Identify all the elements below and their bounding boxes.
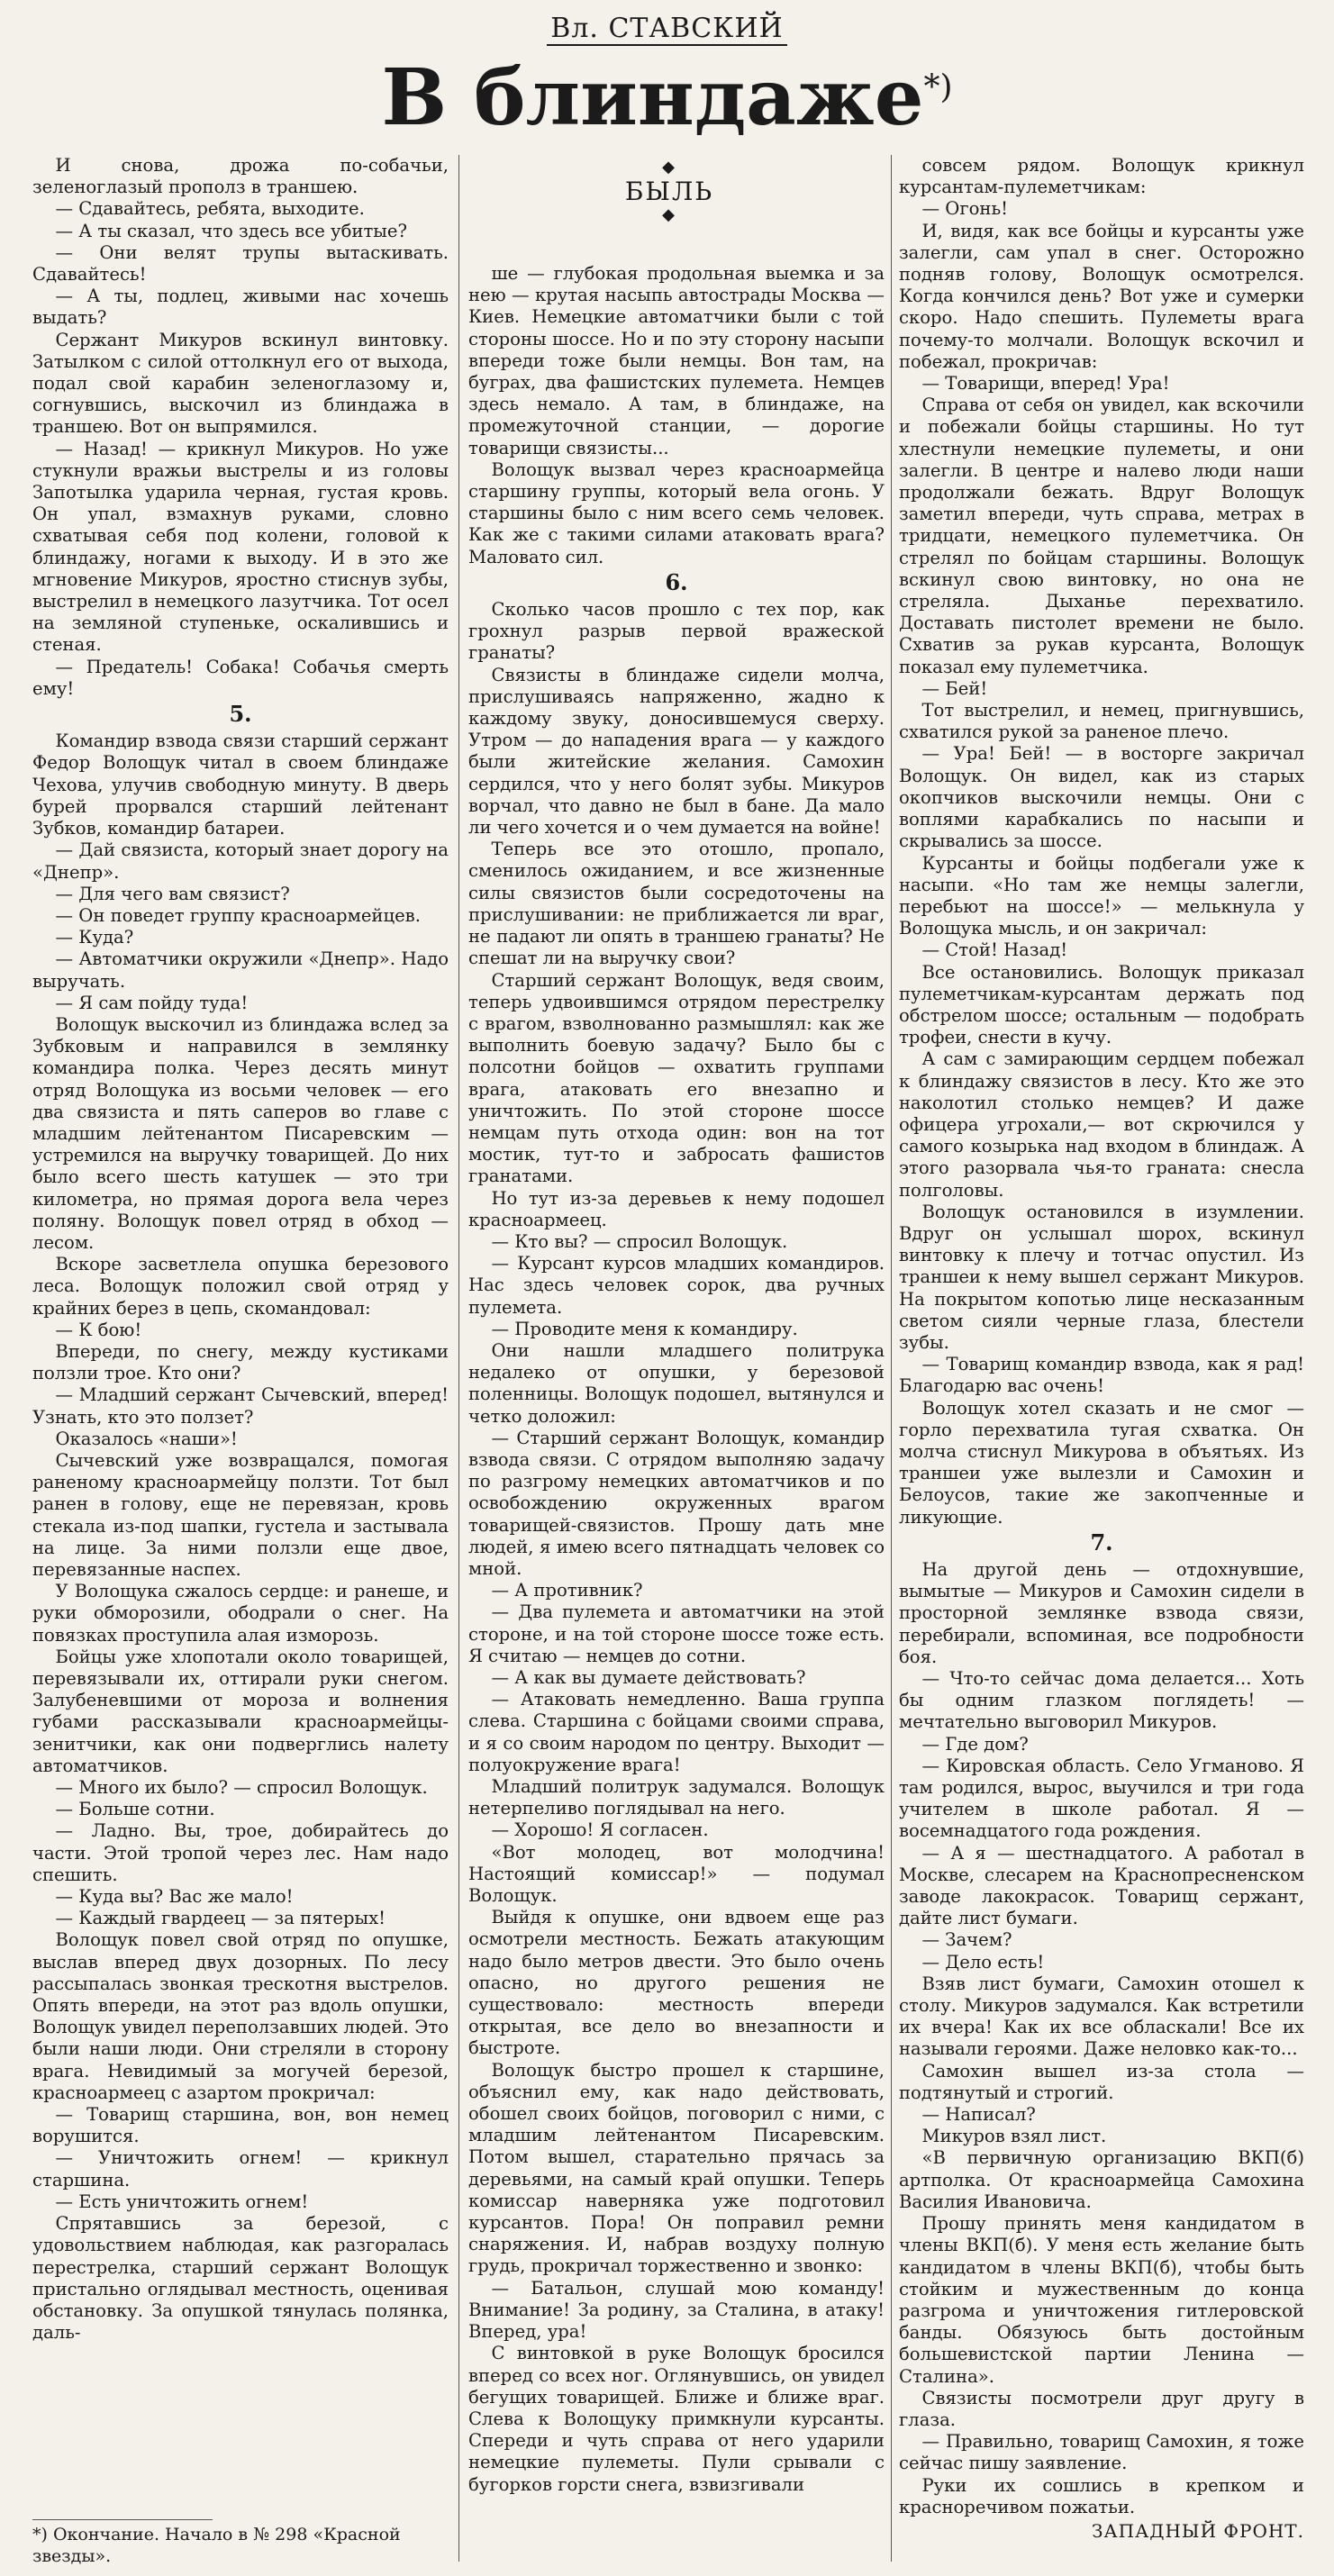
paragraph: — Предатель! Собака! Собачья смерть ему! (32, 656, 449, 699)
paragraph: — Младший сержант Сычевский, вперед! Узнать, кто это ползет? (32, 1384, 449, 1428)
ornament-bottom: ◆ (662, 205, 676, 224)
title-text: В блиндаже (381, 52, 924, 143)
subtitle-text: БЫЛЬ (624, 177, 714, 206)
paragraph: — Я сам пойду туда! (55, 992, 249, 1013)
footnote-text: *) Окончание. Начало в № 298 «Красной звезды». (32, 2525, 401, 2566)
ornament-top: ◆ (662, 158, 676, 177)
paragraph: И снова, дрожа по-собачьи, зеленоглазый прополз в траншею. (32, 155, 449, 198)
paragraph: — А как вы думаете действовать? (491, 1667, 806, 1688)
text-column-1 (32, 155, 449, 2513)
paragraph: Волощук быстро прошел к старшине, объяснил ему, как надо действовать, обошел своих бойцов, поговорил с ними, с младшим лейтенантом Писаревским. Потом вышел, старательно прячась за деревьями, на самый край опушки. Теперь комиссар наверняка уже подготовил курсантов. Пора! Он поправил ремни снаряжения. И, набрав воздуху полную грудь, прокричал торжественно и звонко: (468, 2059, 885, 2277)
paragraph: Командир взвода связи старший сержант Федор Волощук читал в своем блиндаже Чехова, улучив свободную минуту. В дверь бурей прорвался старший лейтенант Зубков, командир батареи. (32, 730, 449, 839)
paragraph: — Что-то сейчас дома делается... Хоть бы одним глазком поглядеть! — мечтательно выговорил Микуров. (899, 1668, 1304, 1733)
paragraph: — Проводите меня к командиру. (491, 1318, 798, 1339)
paragraph: — Ладно. Вы, трое, добирайтесь до части. Этой тропой через лес. Нам надо спешить. (32, 1820, 449, 1885)
paragraph: — Каждый гвардеец — за пятерых! (55, 1908, 386, 1929)
paragraph: Теперь все это отошло, пропало, сменилось ожиданием, и все жизненные силы связистов были сосредоточены на прислушивании: не приближается ли враг, не падают ли опять в траншею гранаты? Не спешат ли на выручку свои? (468, 839, 885, 969)
title-footnote-mark: *) (923, 68, 953, 106)
paragraph: Старший сержант Волощук, ведя своим, теперь удвоившимся отрядом перестрелку с врагом, взволнованно размышлял: как же выполнить боевую задачу? Было бы с полсотни бойцов — охватить группами врага, атаковать его внезапно и уничтожить. По этой стороне шоссе немцам путь отхода один: вон на тот мостик, тут-то и забросать фашистов гранатами. (468, 969, 885, 1187)
paragraph: — Кто вы? — спросил Волощук. (491, 1230, 788, 1252)
paragraph: И, видя, как все бойцы и курсанты уже залегли, сам упал в снег. Осторожно подняв голову, Волощук осмотрелся. Когда кончился день? Вот уже и сумерки скоро. Надо спешить. Пулеметы врага почему-то молчали. Волощук вскочил и побежал, прокричав: (899, 220, 1304, 372)
paragraph: — Есть уничтожить огнем! (55, 2191, 309, 2212)
paragraph: — Ура! Бей! — в восторге закричал Волощук. Он видел, как из старых окопчиков выскочили немцы. Они с воплями карабкались по насыпи и скрывались за шоссе. (899, 743, 1304, 852)
paragraph: Волощук вызвал через красноармейца старшину группы, который вела огонь. У старшины было с ним всего семь человек. Как же с такими силами атаковать врага? Маловато сил. (468, 458, 885, 567)
article-title (0, 52, 1334, 143)
paragraph: Волощук остановился в изумлении. Вдруг он услышал шорох, вскинул винтовку к плечу и тотчас опустил. Из траншеи к нему вышел сержант Микуров. На покрытом копотью лице несказанным светом сияли черные глаза, блестели зубы. (899, 1201, 1304, 1353)
paragraph: Курсанты и бойцы подбегали уже к насыпи. «Но там же немцы залегли, перебьют на шоссе!» — мелькнула у Волощука мысль, и он закричал: (899, 852, 1304, 939)
paragraph: Микуров взял лист. (921, 2126, 1107, 2147)
paragraph: Выйдя к опушке, они вдвоем еще раз осмотрели местность. Бежать атакующим надо было метров двести. Это было очень опасно, но другого решения не существовало: местность впереди открытая, все дело во внезапности и быстроте. (468, 1907, 885, 2059)
paragraph: — Они велят трупы вытаскивать. Сдавайтесь! (32, 241, 449, 286)
paragraph: — Куда вы? Вас же мало! (55, 1886, 294, 1908)
paragraph: Взяв лист бумаги, Самохин отошел к столу. Микуров задумался. Как встретили их вчера! Как их все обласкали! Все их называли героями. Даже неловко как-то... (899, 1973, 1304, 2060)
paragraph: Спрятавшись за березой, с удовольствием наблюдая, как разгоралась перестрелка, старший сержант Волощук пристально оглядывал местность, оценивая обстановку. За опушкой тянулась полянка, даль- (32, 2213, 449, 2344)
paragraph: Справа от себя он увидел, как вскочили и побежали бойцы старшины. Но тут хлестнули немецкие пулеметы, и они залегли. В центре и налево люди наши продолжали бежать. Вдруг Волощук заметил впереди, чуть справа, метрах в тридцати, немецкого пулеметчика. Он стрелял по бойцам старшины. Волощук вскинул свою винтовку, но она не стреляла. Дыханье перехватило. Доставать пистолет времени не было. Схватив за рукав курсанта, Волощук показал ему пулеметчика. (899, 395, 1304, 677)
paragraph: — А противник? (491, 1580, 643, 1601)
paragraph: Волощук выскочил из блиндажа вслед за Зубковым и направился в землянку командира полка. Через десять минут отряд Волощука из восьми человек — его два связиста и пять саперов во главе с младшим лейтенантом Писаревским — устремился на выручку товарищей. До них было всего шесть катушек — это три километра, но прямая дорога вела через поляну. Волощук повел отряд в обход — лесом. (32, 1013, 449, 1253)
text-column-3 (899, 155, 1304, 2569)
paragraph: — А я — шестнадцатого. А работал в Москве, слесарем на Краснопресненском заводе лакокрасок. Товарищ сержант, дайте лист бумаги. (899, 1842, 1304, 1929)
footnote (32, 2524, 449, 2567)
paragraph: ше — глубокая продольная выемка и за нею — крутая насыпь автострады Москва — Киев. Немецкие автоматчики были с той стороны шоссе. Но и по эту сторону насыпи впереди тоже были немцы. Вон там, на буграх, два фашистских пулемета. Немцев здесь немало. А там, в блиндаже, на промежуточной станции, — дорогие товарищи связисты... (468, 263, 885, 458)
paragraph: — Стой! Назад! (921, 939, 1068, 961)
paragraph: — А ты сказал, что здесь все убитые? (55, 220, 407, 241)
paragraph: — Зачем? (921, 1929, 1012, 1951)
paragraph: — Больше сотни. (55, 1799, 215, 1820)
paragraph: — Товарищи, вперед! Ура! (921, 373, 1170, 395)
paragraph: Самохин вышел из-за стола — подтянутый и строгий. (899, 2060, 1304, 2103)
paragraph: Сержант Микуров вскинул винтовку. Затылком с силой оттолкнул его от выхода, подал свой карабин зеленоглазому и, согнувшись, выскочил из блиндажа в траншею. Вот он выпрямился. (32, 329, 449, 438)
paragraph: — Написал? (921, 2104, 1036, 2126)
paragraph: — Дай связиста, который знает дорогу на «Днепр». (32, 839, 449, 883)
section-number: 5. (229, 701, 252, 728)
paragraph: — Дело есть! (921, 1951, 1045, 1973)
paragraph: Впереди, по снегу, между кустиками ползли трое. Кто они? (32, 1340, 449, 1384)
paragraph: — А ты, подлец, живыми нас хочешь выдать? (32, 286, 449, 329)
paragraph: — Старший сержант Волощук, командир взвода связи. С отрядом выполняю задачу по разгрому немецких автоматчиков и по освобождению окруженных врагом товарищей-связистов. Прошу дать мне людей, я имею всего пятнадцать человек со мной. (468, 1427, 885, 1579)
paragraph: — Кировская область. Село Угмановo. Я там родился, вырос, выучился и три года учителем в школе работал. Я — восемнадцатого года рождения. (899, 1755, 1304, 1842)
paragraph: У Волощука сжалось сердце: и ранеше, и руки обморозили, ободрали о снег. На повязках проступила алая изморозь. (32, 1581, 449, 1646)
signature-front: ЗАПАДНЫЙ ФРОНТ. (1092, 2519, 1304, 2542)
paragraph: Волощук хотел сказать и не смог — горло перехватила тугая схватка. Он молча стиснул Микурова в объятьях. Из траншеи уже вылезли и Самохин и Белоусов, такие же закопченные и ликующие. (899, 1397, 1304, 1528)
column-rule-2 (891, 155, 892, 2562)
paragraph: — Бей! (921, 677, 988, 699)
paragraph: Бойцы уже хлопотали около товарищей, перевязывали их, оттирали руки снегом. Залубеневшими от мороза и волнения губами рассказывали красноармейцы-зенитчики, как они подверглись налету автоматчиков. (32, 1646, 449, 1776)
paragraph: «Вот молодец, вот молодчина! Настоящий комиссар!» — подумал Волощук. (468, 1841, 885, 1907)
paragraph: — Он поведет группу красноармейцев. (55, 904, 421, 926)
paragraph: — К бою! (55, 1319, 142, 1340)
author-byline (0, 13, 1334, 44)
paragraph: Вскоре засветлела опушка березового леса. Волощук положил свой отряд у крайних берез в цепь, скомандовал: (32, 1254, 449, 1319)
section-number: 6. (665, 568, 688, 595)
paragraph: Сычевский уже возвращался, помогая раненому красноармейцу ползти. Тот был ранен в голову, еще не перевязан, кровь стекала из-под шапки, густела и застывала на лице. За ними ползли еще двое, перевязанные наспех. (32, 1449, 449, 1580)
section-number: 7. (1090, 1528, 1113, 1556)
paragraph: Связисты в блиндаже сидели молча, прислушиваясь напряженно, жадно к каждому звуку, доносившемуся сверху. Утром — до нападения врага — у каждого были житейские желания. Самохин сердился, что у него болят зубы. Микуров ворчал, что давно не был в бане. Да мало ли чего хочется и о чем думается на войне! (468, 664, 885, 839)
paragraph: «В первичную организацию ВКП(б) артполка. От красноармейца Самохина Василия Ивановича. (899, 2147, 1304, 2212)
paragraph: На другой день — отдохнувшие, вымытые — Микуров и Самохин сидели в просторной землянке взвода связи, перебирали, вспоминая, все подробности боя. (899, 1559, 1304, 1667)
paragraph: — Куда? (55, 927, 134, 948)
paragraph: Все остановились. Волощук приказал пулеметчикам-курсантам держать под обстрелом шоссе; остальным — подобрать трофеи, снести в кучу. (899, 961, 1304, 1048)
paragraph: Сколько часов прошло с тех пор, как грохнул разрыв первой вражеской гранаты? (468, 599, 885, 664)
paragraph: Связисты посмотрели друг другу в глаза. (899, 2387, 1304, 2430)
paragraph: — Курсант курсов младших командиров. Нас здесь человек сорок, два ручных пулемета. (468, 1253, 885, 1318)
paragraph: — Два пулемета и автоматчики на этой стороне, и на той стороне шоссе тоже есть. Я считаю — немцев до сотни. (468, 1601, 885, 1666)
paragraph: Оказалось «наши»! (55, 1428, 238, 1449)
paragraph: — Уничтожить огнем! — крикнул старшина. (32, 2147, 449, 2191)
paragraph: — Атаковать немедленно. Ваша группа слева. Старшина с бойцами своими справа, и я со своим народом по центру. Выходит — полуокружение врага! (468, 1689, 885, 1775)
paragraph: — Назад! — крикнул Микуров. Но уже стукнули вражьи выстрелы и из головы Запотылка ударила черная, густая кровь. Он упал, взмахнув руками, словно схватывая себя под колени, головой к блиндажу, ногами к выходу. И в это же мгновение Микуров, яростно стиснув зубы, выстрелил в немецкого лазутчика. Тот осел на земляной ступеньке, оскалившись и стеная. (32, 438, 449, 656)
paragraph: — Правильно, товарищ Самохин, я тоже сейчас пишу заявление. (899, 2431, 1304, 2474)
paragraph: — Для чего вам связист? (55, 883, 290, 904)
text-column-2 (468, 263, 885, 2569)
paragraph: С винтовкой в руке Волощук бросился вперед со всех ног. Оглянувшись, он увидел бегущих товарищей. Ближе и ближе враг. Слева к Волощуку примкнули курсанты. Спереди и чуть справа от него ударили немецкие пулеметы. Пули срывали с бугорков горсти снега, взвизгивали (468, 2343, 885, 2495)
paragraph: Младший политрук задумался. Волощук нетерпеливо поглядывал на него. (468, 1776, 885, 1819)
paragraph: Руки их сошлись в крепком и красноречивом пожатьи. (899, 2474, 1304, 2517)
paragraph: — Хорошо! Я согласен. (491, 1819, 709, 1841)
paragraph: — Огонь! (921, 198, 1009, 220)
paragraph: Тот выстрелил, и немец, пригнувшись, схватился рукой за раненое плечо. (899, 700, 1304, 743)
paragraph: — Сдавайтесь, ребята, выходите. (55, 198, 365, 220)
paragraph: Волощук повел свой отряд по опушке, выслав вперед двух дозорных. По лесу рассыпалась звонкая трескотня выстрелов. Опять впереди, на этот раз вдоль опушки, Волощук увидел переползавших людей. Это были наши люди. Они стреляли в сторону врага. Невидимый за могучей березой, красноармеец с азартом прокричал: (32, 1929, 449, 2103)
paragraph: — Товарищ командир взвода, как я рад! Благодарю вас очень! (899, 1354, 1304, 1397)
footnote-rule (32, 2519, 213, 2520)
paragraph: А сам с замирающим сердцем побежал к блиндажу связистов в лесу. Кто же это наколотил столько немцев? И даже офицера угрохали,— вот скрючился у самого козырька над входом в блиндаж. А этого разорвала чья-то граната: снесла полголовы. (899, 1048, 1304, 1201)
author-name: Вл. СТАВСКИЙ (547, 13, 786, 46)
paragraph: Они нашли младшего политрука недалеко от опушки, у березовой поленницы. Волощук подошел, вытянулся и четко доложил: (468, 1339, 885, 1427)
article-subtitle (566, 159, 773, 224)
paragraph: Но тут из-за деревьев к нему подошел красноармеец. (468, 1187, 885, 1230)
paragraph: Прошу принять меня кандидатом в члены ВКП(б). У меня есть желание быть кандидатом в члены ВКП(б), чтобы быть стойким и мужественным до конца разгрома и уничтожения гитлеровской банды. Обязуюсь быть достойным большевистской партии Ленина — Сталина». (899, 2213, 1304, 2387)
paragraph: — Где дом? (921, 1733, 1029, 1755)
paragraph: совсем рядом. Волощук крикнул курсантам-пулеметчикам: (899, 155, 1304, 198)
paragraph: — Автоматчики окружили «Днепр». Надо выручать. (32, 948, 449, 992)
paragraph: — Батальон, слушай мою команду! Внимание! За родину, за Сталина, в атаку! Вперед, ура! (468, 2277, 885, 2343)
paragraph: — Много их было? — спросил Волощук. (55, 1777, 428, 1799)
paragraph: — Товарищ старшина, вон, вон немец ворушится. (32, 2104, 449, 2147)
column-rule-1 (458, 155, 459, 2562)
